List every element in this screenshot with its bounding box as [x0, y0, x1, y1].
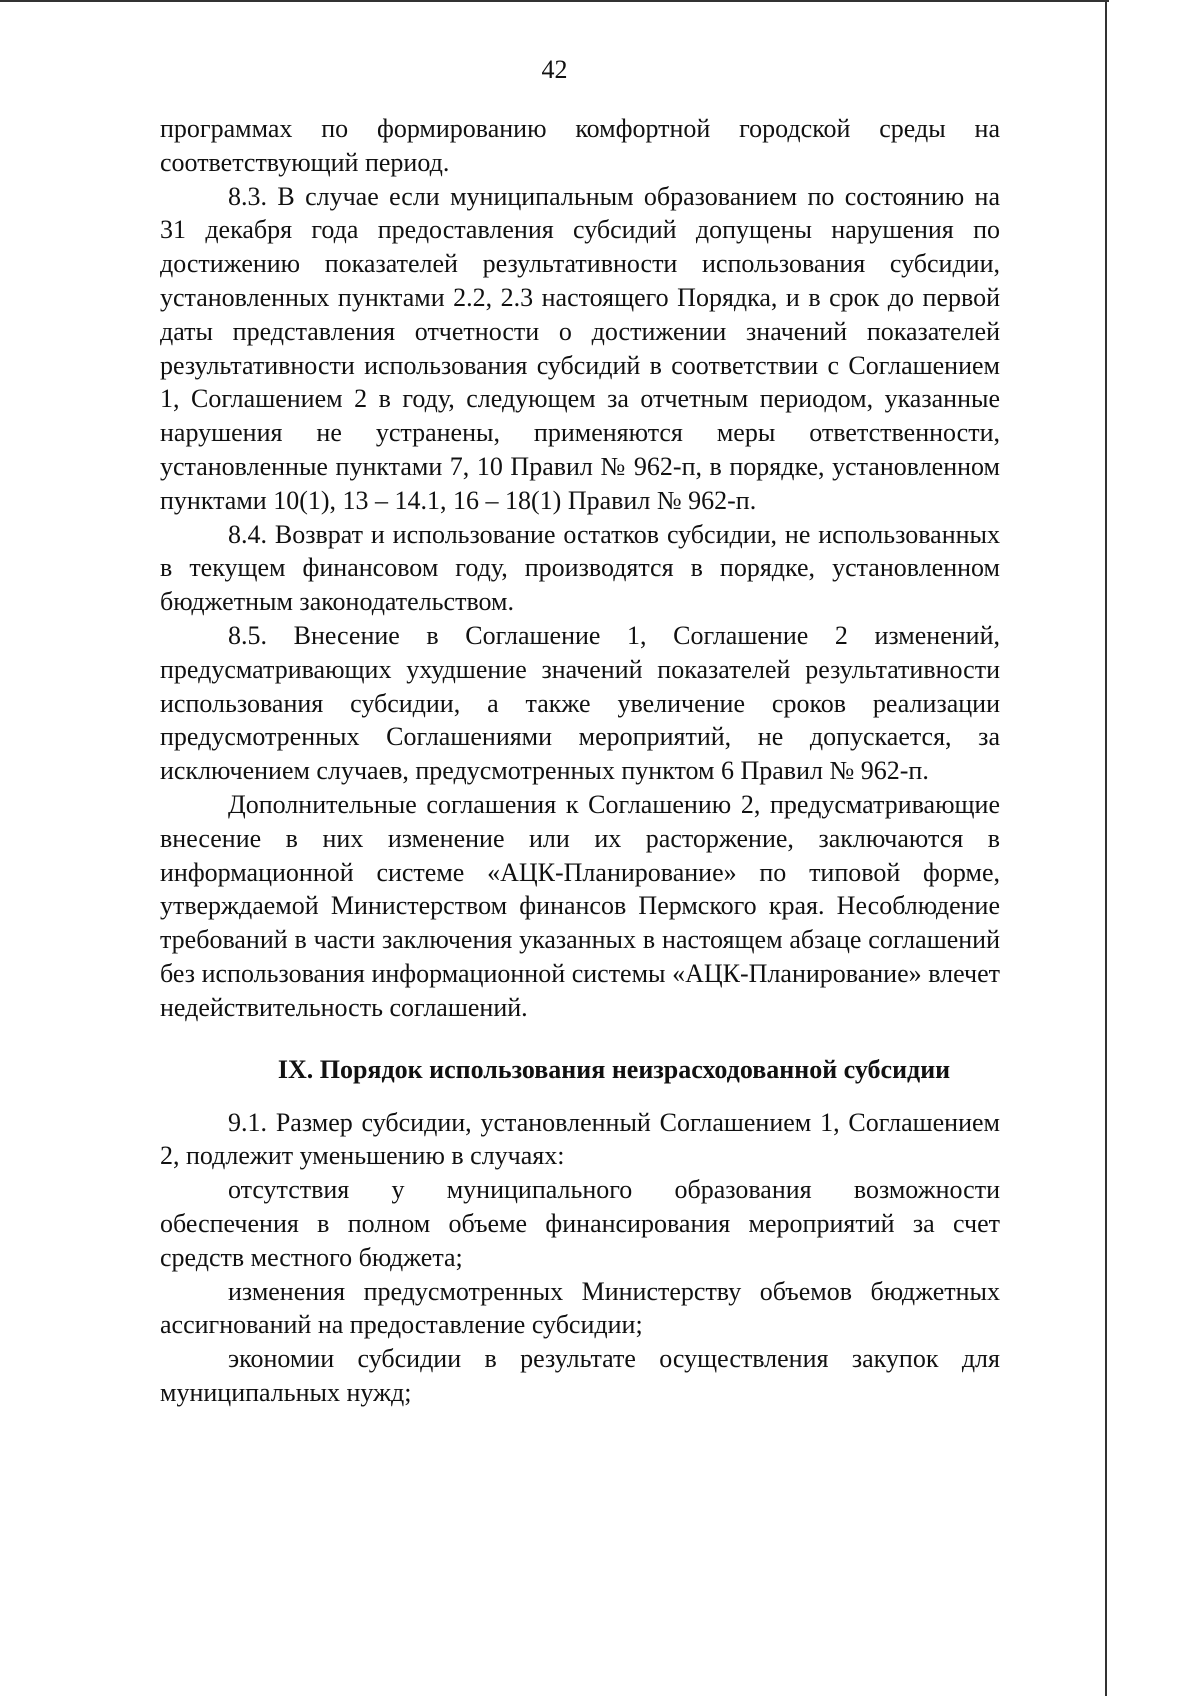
paragraph-9-1: 9.1. Размер субсидии, установленный Соглашением 1, Соглашением 2, подлежит уменьшению в случаях: — [160, 1107, 1000, 1171]
document-body — [160, 112, 1000, 1410]
page-number: 42 — [541, 55, 568, 84]
list-item-case: экономии субсидии в результате осуществления закупок для муниципальных нужд; — [160, 1344, 1000, 1407]
paragraph-additional-agreements: Дополнительные соглашения к Соглашению 2, предусматривающие внесение в них изменение или их расторжение, заключаются в информационной системе «АЦК-Планирование» по типовой форме, утверждаемой Министерством финансов Пермского края. Несоблюдение требований в части заключения указанных в настоящем абзаце соглашений без использования информационной системы «АЦК-Планирование» влечет недействительность соглашений. — [160, 789, 1000, 1022]
paragraph-8-5: 8.5. Внесение в Соглашение 1, Соглашение 2 изменений, предусматривающих ухудшение значений показателей результативности использования субсидии, а также увеличение сроков реализации предусмотренных Соглашениями мероприятий, не допускается, за исключением случаев, предусмотренных пунктом 6 Правил № 962-п. — [160, 620, 1000, 786]
list-item-case: отсутствия у муниципального образования возможности обеспечения в полном объеме финансирования мероприятий за счет средств местного бюджета; — [160, 1175, 1000, 1272]
paragraph-8-4: 8.4. Возврат и использование остатков субсидии, не использованных в текущем финансовом году, производятся в порядке, установленном бюджетным законодательством. — [160, 519, 1000, 617]
paragraph-8-3: 8.3. В случае если муниципальным образованием по состоянию на 31 декабря года предоставления субсидий допущены нарушения по достижению показателей результативности использования субсидии, установленных пунктами 2.2, 2.3 настоящего Порядка, и в срок до первой даты представления отчетности о достижении значений показателей результативности использования субсидий в соответствии с Соглашением 1, Соглашением 2 в году, следующем за отчетным периодом, указанные нарушения не устранены, применяются меры ответственности, установленные пунктами 7, 10 Правил № 962-п, в порядке, установленном пунктами 10(1), 13 – 14.1, 16 – 18(1) Правил № 962-п. — [160, 181, 1000, 515]
scan-edge-top — [0, 0, 1109, 2]
scan-edge-right — [1105, 0, 1107, 1696]
list-item-case: изменения предусмотренных Министерству объемов бюджетных ассигнований на предоставление субсидии; — [160, 1276, 1000, 1340]
paragraph-continuation: программах по формированию комфортной городской среды на соответствующий период. — [160, 114, 1000, 177]
section-heading: IX. Порядок использования неизрасходованной субсидии — [277, 1054, 951, 1084]
